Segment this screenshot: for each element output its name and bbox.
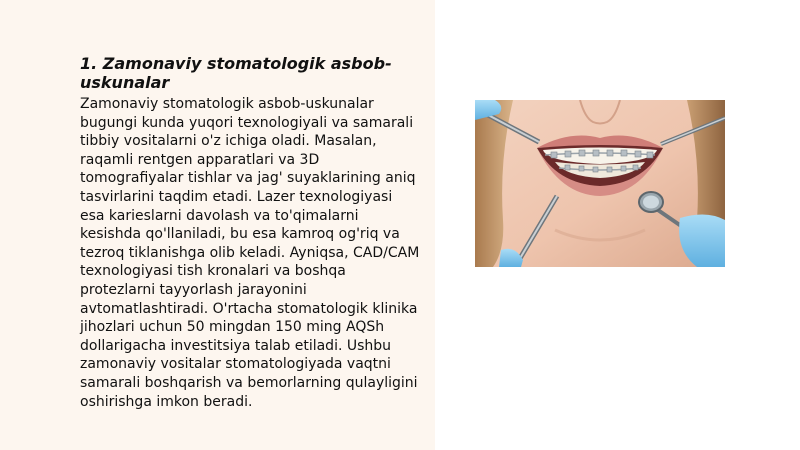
section-heading: 1. Zamonaviy stomatologik asbob-uskunalar — [80, 54, 392, 92]
section-body-text: Zamonaviy stomatologik asbob-uskunalar bugungi kunda yuqori texnologiyali va samarali tibbiy vositalarni o'z ichiga oladi. Masalan, raqamli rentgen apparatlari va 3D tomografiyalar tishlar va jag' suyaklarining aniq tasvirlarini taqdim etadi. Lazer texnologiyasi esa karieslarni davolash va to'qimalarni kesishda qo'llaniladi, bu esa kamroq og'riq va tezroq tiklanishga olib keladi. Ayniqsa, CAD/CAM texnologiyasi tish kronalari va boshqa protezlarni tayyorlash jarayonini avtomatlashtiradi. O'rtacha stomatologik klinika jihozlari uchun 50 mingdan 150 ming AQSh dollarigacha investitsiya talab etiladi. Ushbu zamonaviy vositalar stomatologiyada vaqtni samarali boshqarish va bemorlarning qulayligini oshirishga imkon beradi. — [80, 96, 420, 410]
dental-photo-icon — [475, 100, 725, 267]
